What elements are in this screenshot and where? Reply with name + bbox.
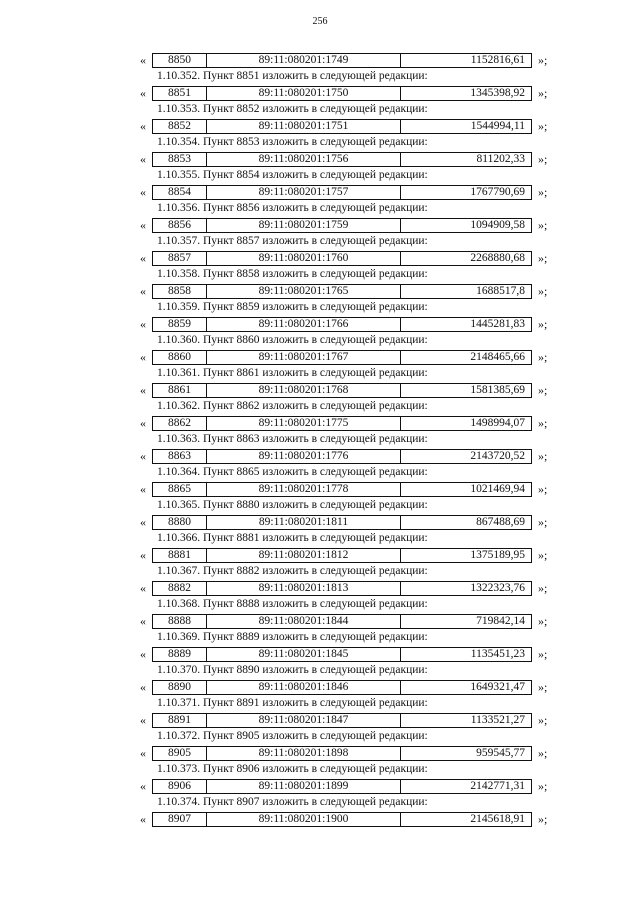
cadastral-number-cell: 89:11:080201:1846 [207,681,401,694]
point-number-cell: 8859 [153,318,207,331]
close-quote: »; [538,548,548,562]
data-table [152,779,532,794]
page-number: 256 [312,16,328,27]
amount-cell: 1021469,94 [470,483,525,495]
close-quote: »; [538,482,548,496]
open-quote: « [140,350,146,364]
point-number-cell: 8865 [153,483,207,496]
table-row [140,777,560,794]
data-table [152,482,532,497]
cadastral-number-cell: 89:11:080201:1759 [207,219,401,232]
point-number-cell: 8889 [153,648,207,661]
close-quote: »; [538,680,548,694]
point-number-cell: 8861 [153,384,207,397]
cadastral-number-cell: 89:11:080201:1778 [207,483,401,496]
data-table [152,251,532,266]
clause-text: 1.10.370. Пункт 8890 изложить в следующей редакции: [157,663,428,676]
amount-cell: 2143720,52 [470,450,525,462]
data-table [152,86,532,101]
table-row [140,381,560,398]
open-quote: « [140,779,146,793]
close-quote: »; [538,86,548,100]
amount-cell: 1581385,69 [470,384,525,396]
data-table [152,53,532,68]
amount-cell: 2148465,66 [470,351,525,363]
cadastral-number-cell: 89:11:080201:1750 [207,87,401,100]
point-number-cell: 8862 [153,417,207,430]
point-number-cell: 8857 [153,252,207,265]
table-row [140,480,560,497]
open-quote: « [140,152,146,166]
point-number-cell: 8863 [153,450,207,463]
amount-cell: 1544994,11 [470,120,525,132]
data-table [152,680,532,695]
amount-cell: 959545,77 [476,747,525,759]
table-row [140,546,560,563]
table-row [140,513,560,530]
table-row [140,249,560,266]
cadastral-number-cell: 89:11:080201:1844 [207,615,401,628]
data-table [152,218,532,233]
clause-text: 1.10.352. Пункт 8851 изложить в следующей редакции: [157,69,428,82]
table-row [140,612,560,629]
table-row [140,711,560,728]
amount-cell: 811202,33 [476,153,525,165]
clause-text: 1.10.364. Пункт 8865 изложить в следующей редакции: [157,465,428,478]
point-number-cell: 8853 [153,153,207,166]
amount-cell: 1135451,23 [470,648,525,660]
amount-cell: 2268880,68 [470,252,525,264]
table-row [140,579,560,596]
cadastral-number-cell: 89:11:080201:1899 [207,780,401,793]
table-row [140,216,560,233]
cadastral-number-cell: 89:11:080201:1776 [207,450,401,463]
amount-cell: 2145618,91 [470,813,525,825]
point-number-cell: 8882 [153,582,207,595]
point-number-cell: 8850 [153,54,207,67]
close-quote: »; [538,284,548,298]
clause-text: 1.10.366. Пункт 8881 изложить в следующей редакции: [157,531,428,544]
open-quote: « [140,53,146,67]
open-quote: « [140,482,146,496]
close-quote: »; [538,614,548,628]
data-table [152,119,532,134]
table-row [140,183,560,200]
open-quote: « [140,449,146,463]
amount-cell: 1094909,58 [470,219,525,231]
data-table [152,416,532,431]
point-number-cell: 8907 [153,813,207,826]
cadastral-number-cell: 89:11:080201:1812 [207,549,401,562]
open-quote: « [140,581,146,595]
clause-text: 1.10.361. Пункт 8861 изложить в следующей редакции: [157,366,428,379]
cadastral-number-cell: 89:11:080201:1765 [207,285,401,298]
point-number-cell: 8881 [153,549,207,562]
amount-cell: 1649321,47 [470,681,525,693]
clause-text: 1.10.369. Пункт 8889 изложить в следующей редакции: [157,630,428,643]
data-table [152,383,532,398]
close-quote: »; [538,515,548,529]
table-row [140,84,560,101]
clause-text: 1.10.354. Пункт 8853 изложить в следующей редакции: [157,135,428,148]
data-table [152,812,532,827]
data-table [152,515,532,530]
table-row [140,744,560,761]
cadastral-number-cell: 89:11:080201:1756 [207,153,401,166]
cadastral-number-cell: 89:11:080201:1768 [207,384,401,397]
table-row [140,315,560,332]
table-row [140,51,560,68]
open-quote: « [140,185,146,199]
table-row [140,348,560,365]
open-quote: « [140,746,146,760]
table-row [140,447,560,464]
point-number-cell: 8851 [153,87,207,100]
amount-cell: 1445281,83 [470,318,525,330]
open-quote: « [140,383,146,397]
clause-text: 1.10.365. Пункт 8880 изложить в следующей редакции: [157,498,428,511]
table-row [140,414,560,431]
table-row [140,117,560,134]
data-table [152,746,532,761]
data-table [152,713,532,728]
point-number-cell: 8891 [153,714,207,727]
amount-cell: 1498994,07 [470,417,525,429]
clause-text: 1.10.356. Пункт 8856 изложить в следующей редакции: [157,201,428,214]
point-number-cell: 8880 [153,516,207,529]
close-quote: »; [538,812,548,826]
open-quote: « [140,86,146,100]
close-quote: »; [538,383,548,397]
clause-text: 1.10.373. Пункт 8906 изложить в следующей редакции: [157,762,428,775]
open-quote: « [140,614,146,628]
data-table [152,449,532,464]
point-number-cell: 8854 [153,186,207,199]
cadastral-number-cell: 89:11:080201:1749 [207,54,401,67]
point-number-cell: 8860 [153,351,207,364]
open-quote: « [140,416,146,430]
data-table [152,581,532,596]
open-quote: « [140,317,146,331]
amount-cell: 1152816,61 [470,54,525,66]
document-body [140,51,560,827]
clause-text: 1.10.357. Пункт 8857 изложить в следующей редакции: [157,234,428,247]
open-quote: « [140,119,146,133]
table-row [140,678,560,695]
close-quote: »; [538,746,548,760]
close-quote: »; [538,185,548,199]
amount-cell: 1133521,27 [470,714,525,726]
clause-text: 1.10.371. Пункт 8891 изложить в следующей редакции: [157,696,428,709]
clause-text: 1.10.362. Пункт 8862 изложить в следующей редакции: [157,399,428,412]
amount-cell: 1345398,92 [470,87,525,99]
data-table [152,284,532,299]
cadastral-number-cell: 89:11:080201:1766 [207,318,401,331]
amount-cell: 1375189,95 [470,549,525,561]
point-number-cell: 8888 [153,615,207,628]
clause-text: 1.10.358. Пункт 8858 изложить в следующей редакции: [157,267,428,280]
close-quote: »; [538,416,548,430]
close-quote: »; [538,713,548,727]
cadastral-number-cell: 89:11:080201:1845 [207,648,401,661]
cadastral-number-cell: 89:11:080201:1811 [207,516,401,529]
table-row [140,810,560,827]
clause-text: 1.10.372. Пункт 8905 изложить в следующей редакции: [157,729,428,742]
clause-text: 1.10.368. Пункт 8888 изложить в следующей редакции: [157,597,428,610]
close-quote: »; [538,449,548,463]
close-quote: »; [538,581,548,595]
amount-cell: 1688517,8 [476,285,525,297]
cadastral-number-cell: 89:11:080201:1775 [207,417,401,430]
data-table [152,614,532,629]
open-quote: « [140,218,146,232]
open-quote: « [140,548,146,562]
amount-cell: 719842,14 [476,615,525,627]
cadastral-number-cell: 89:11:080201:1847 [207,714,401,727]
open-quote: « [140,515,146,529]
clause-text: 1.10.360. Пункт 8860 изложить в следующей редакции: [157,333,428,346]
close-quote: »; [538,647,548,661]
clause-text: 1.10.355. Пункт 8854 изложить в следующей редакции: [157,168,428,181]
cadastral-number-cell: 89:11:080201:1813 [207,582,401,595]
cadastral-number-cell: 89:11:080201:1767 [207,351,401,364]
clause-text: 1.10.374. Пункт 8907 изложить в следующей редакции: [157,795,428,808]
open-quote: « [140,284,146,298]
close-quote: »; [538,119,548,133]
cadastral-number-cell: 89:11:080201:1900 [207,813,401,826]
data-table [152,185,532,200]
close-quote: »; [538,350,548,364]
close-quote: »; [538,251,548,265]
open-quote: « [140,713,146,727]
data-table [152,647,532,662]
point-number-cell: 8890 [153,681,207,694]
table-row [140,150,560,167]
open-quote: « [140,680,146,694]
amount-cell: 867488,69 [476,516,525,528]
close-quote: »; [538,152,548,166]
close-quote: »; [538,779,548,793]
clause-text: 1.10.363. Пункт 8863 изложить в следующей редакции: [157,432,428,445]
point-number-cell: 8856 [153,219,207,232]
table-row [140,282,560,299]
point-number-cell: 8905 [153,747,207,760]
open-quote: « [140,812,146,826]
amount-cell: 2142771,31 [470,780,525,792]
clause-text: 1.10.359. Пункт 8859 изложить в следующей редакции: [157,300,428,313]
point-number-cell: 8858 [153,285,207,298]
cadastral-number-cell: 89:11:080201:1751 [207,120,401,133]
open-quote: « [140,251,146,265]
open-quote: « [140,647,146,661]
cadastral-number-cell: 89:11:080201:1760 [207,252,401,265]
close-quote: »; [538,53,548,67]
cadastral-number-cell: 89:11:080201:1898 [207,747,401,760]
clause-text: 1.10.353. Пункт 8852 изложить в следующей редакции: [157,102,428,115]
point-number-cell: 8906 [153,780,207,793]
table-row [140,645,560,662]
clause-text: 1.10.367. Пункт 8882 изложить в следующей редакции: [157,564,428,577]
data-table [152,317,532,332]
amount-cell: 1767790,69 [470,186,525,198]
close-quote: »; [538,218,548,232]
cadastral-number-cell: 89:11:080201:1757 [207,186,401,199]
amount-cell: 1322323,76 [470,582,525,594]
point-number-cell: 8852 [153,120,207,133]
data-table [152,350,532,365]
close-quote: »; [538,317,548,331]
data-table [152,152,532,167]
data-table [152,548,532,563]
